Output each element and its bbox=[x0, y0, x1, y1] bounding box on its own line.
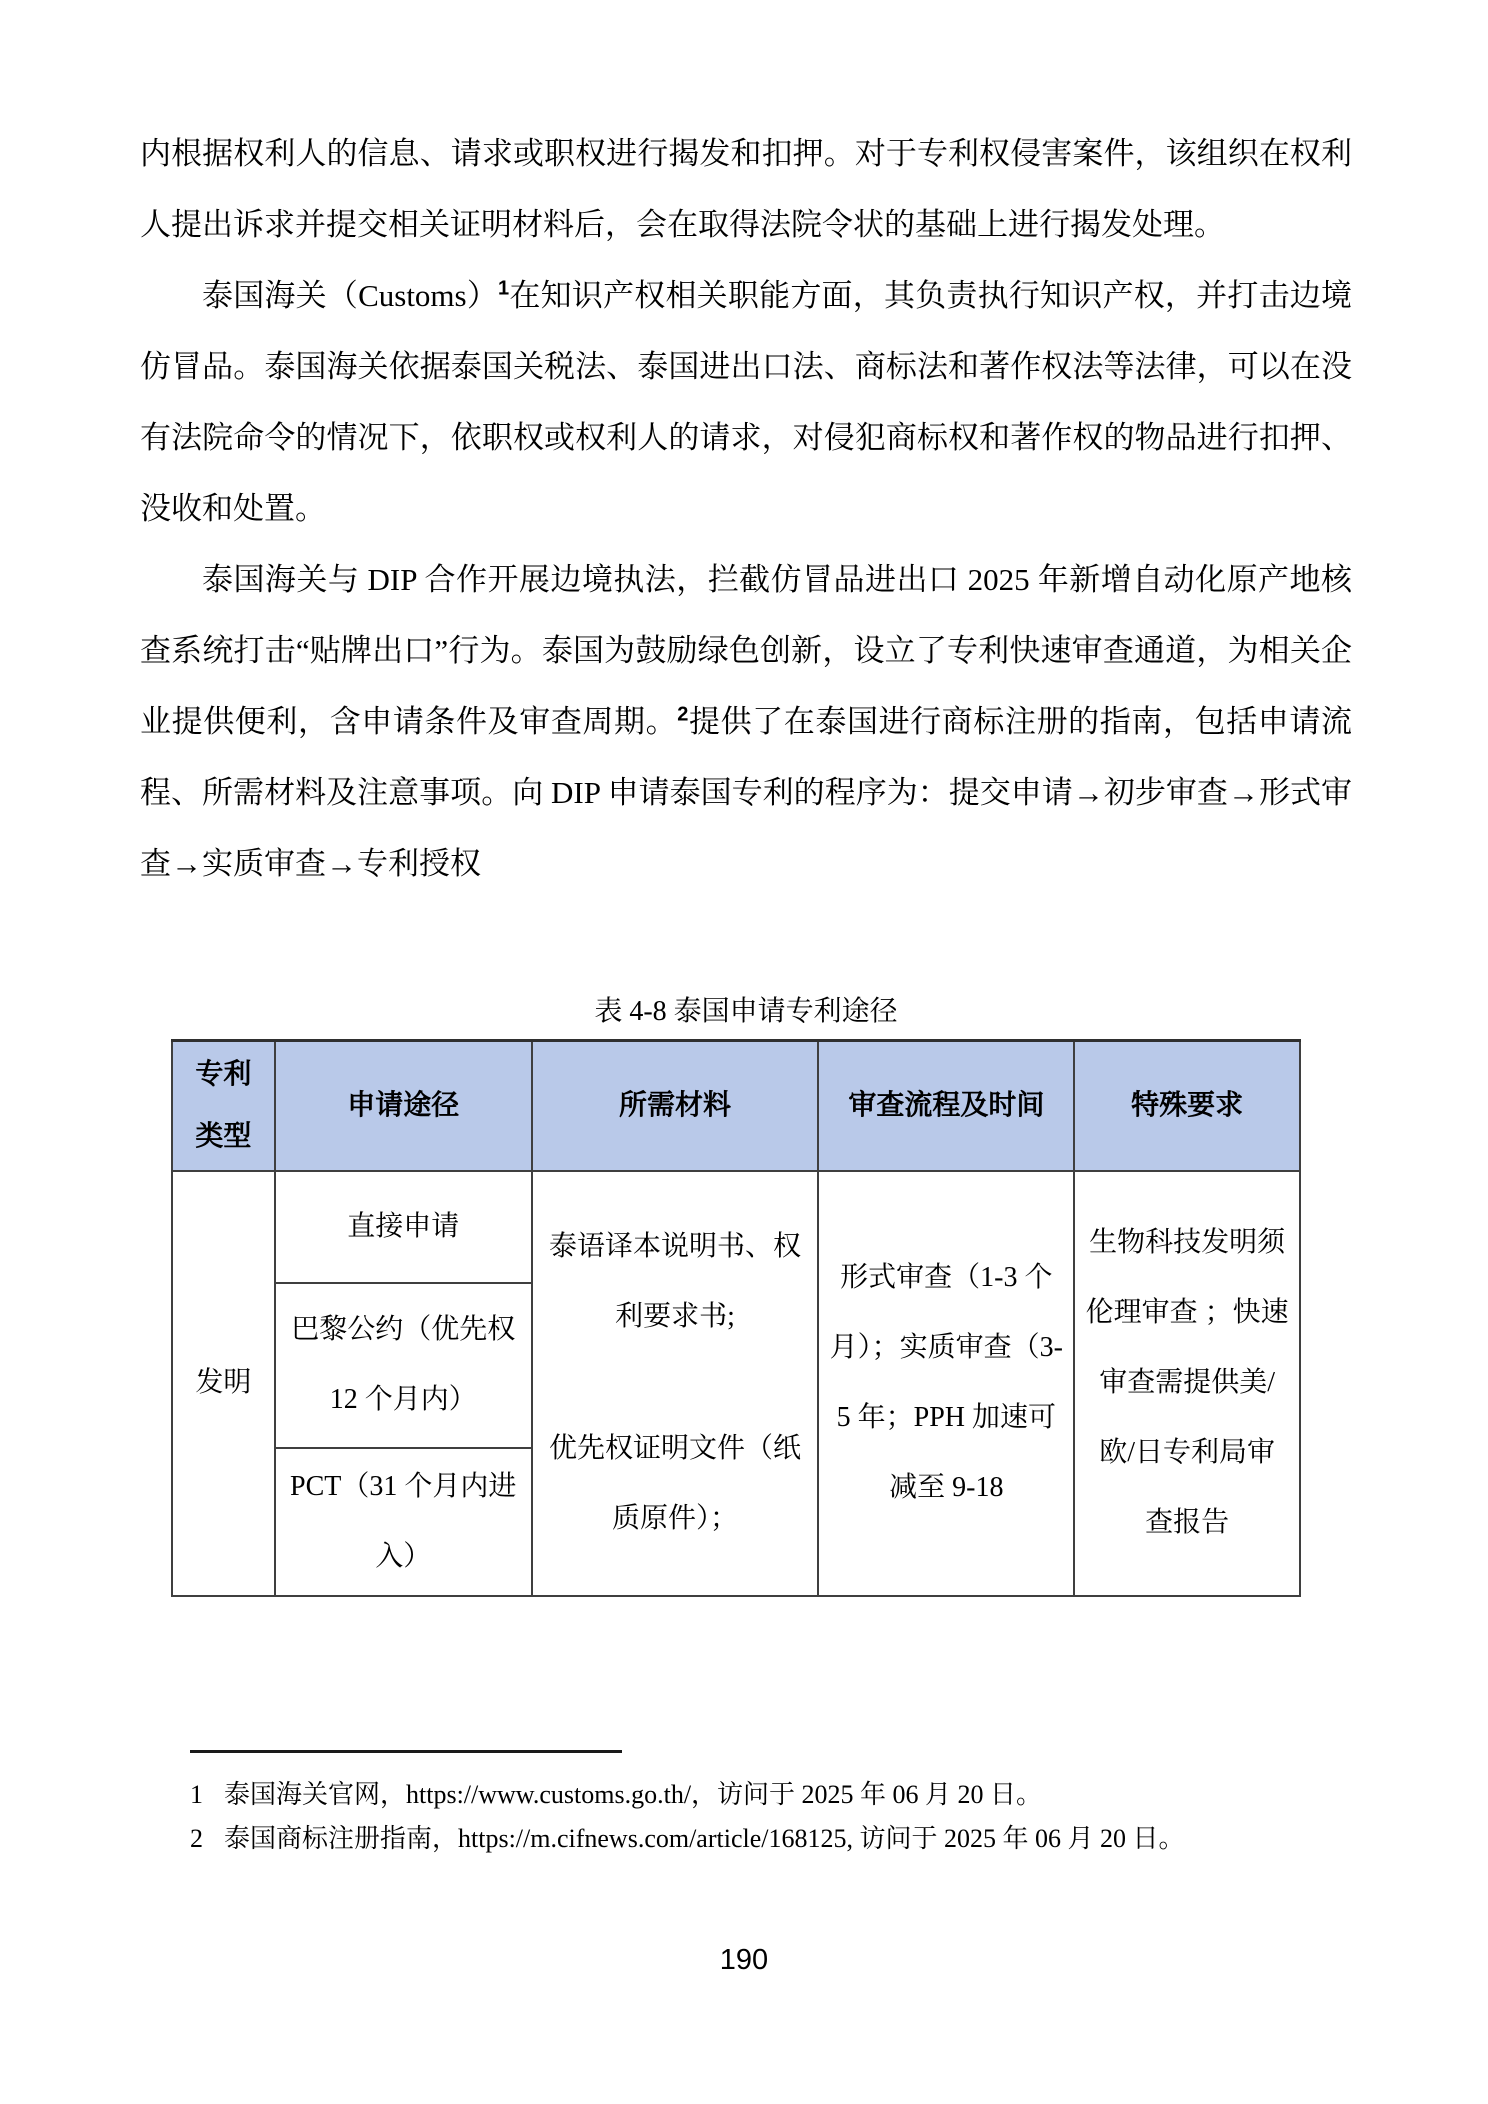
footnote-1 bbox=[190, 1773, 1350, 1817]
materials-item-1: 泰语译本说明书、权利要求书; bbox=[549, 1231, 802, 1332]
paragraph-3 bbox=[140, 544, 1352, 899]
paragraph-1-text: 内根据权利人的信息、请求或职权进行揭发和扣押。对于专利权侵害案件，该组织在权利人提出诉求并提交相关证明材料后，会在取得法院令状的基础上进行揭发处理。 bbox=[140, 136, 1352, 242]
paragraph-3-text-post: 提供了在泰国进行商标注册的指南，包括申请流程、所需材料及注意事项。向 DIP 申请泰国专利的程序为：提交申请→初步审查→形式审查→实质审查→专利授权 bbox=[140, 704, 1352, 881]
col-header-special-requirements: 特殊要求 bbox=[1074, 1041, 1300, 1171]
page-content bbox=[140, 118, 1352, 1597]
paragraph-2-text-pre: 泰国海关（Customs） bbox=[202, 278, 499, 313]
footnote-ref-2: 2 bbox=[677, 703, 689, 726]
footnote-1-text: 泰国海关官网，https://www.customs.go.th/，访问于 2025 年 06 月 20 日。 bbox=[224, 1780, 1043, 1809]
footnote-2-number: 2 bbox=[190, 1824, 203, 1853]
table-header-row bbox=[172, 1041, 1300, 1171]
footnote-1-number: 1 bbox=[190, 1780, 203, 1809]
paragraph-2 bbox=[140, 260, 1352, 544]
col-header-required-materials: 所需材料 bbox=[532, 1041, 819, 1171]
col-header-exam-process-time: 审查流程及时间 bbox=[818, 1041, 1074, 1171]
cell-exam-process: 形式审查（1-3 个月）；实质审查（3-5 年；PPH 加速可减至 9-18 bbox=[818, 1171, 1074, 1596]
cell-route-pct: PCT（31 个月内进入） bbox=[275, 1448, 532, 1596]
col-header-patent-type: 专利类型 bbox=[172, 1041, 275, 1171]
table-row bbox=[172, 1171, 1300, 1283]
footnote-2-text: 泰国商标注册指南，https://m.cifnews.com/article/168125, 访问于 2025 年 06 月 20 日。 bbox=[224, 1824, 1185, 1853]
footnote-2 bbox=[190, 1817, 1350, 1861]
patent-routes-table bbox=[171, 1039, 1301, 1597]
paragraph-1 bbox=[140, 118, 1352, 260]
table-caption: 表 4-8 泰国申请专利途径 bbox=[594, 996, 898, 1027]
footnote-ref-1: 1 bbox=[498, 277, 510, 300]
paragraph-2-text-post: 在知识产权相关职能方面，其负责执行知识产权，并打击边境仿冒品。泰国海关依据泰国关税法、泰国进出口法、商标法和著作权法等法律，可以在没有法院命令的情况下，依职权或权利人的请求，对侵犯商标权和著作权的物品进行扣押、没收和处置。 bbox=[140, 278, 1353, 526]
footnote-separator-line bbox=[190, 1750, 622, 1753]
cell-patent-type: 发明 bbox=[172, 1171, 275, 1596]
footnotes-section bbox=[190, 1750, 1350, 1861]
cell-special-requirements: 生物科技发明须伦理审查 ；快速审查需提供美/欧/日专利局审查报告 bbox=[1074, 1171, 1300, 1596]
cell-materials bbox=[532, 1171, 819, 1596]
paragraph-3-text-pre: 泰国海关与 DIP 合作开展边境执法，拦截仿冒品进出口 2025 年新增自动化原产地核查系统打击“贴牌出口”行为。泰国为鼓励绿色创新，设立了专利快速审查通道，为相关企业提供便利，含申请条件及审查周期。 bbox=[140, 562, 1352, 739]
cell-route-paris-convention: 巴黎公约（优先权 12 个月内） bbox=[275, 1283, 532, 1448]
materials-item-2: 优先权证明文件（纸质原件）； bbox=[549, 1433, 802, 1534]
cell-route-direct: 直接申请 bbox=[275, 1171, 532, 1283]
col-header-application-route: 申请途径 bbox=[275, 1041, 532, 1171]
page-number: 190 bbox=[719, 1944, 769, 1976]
